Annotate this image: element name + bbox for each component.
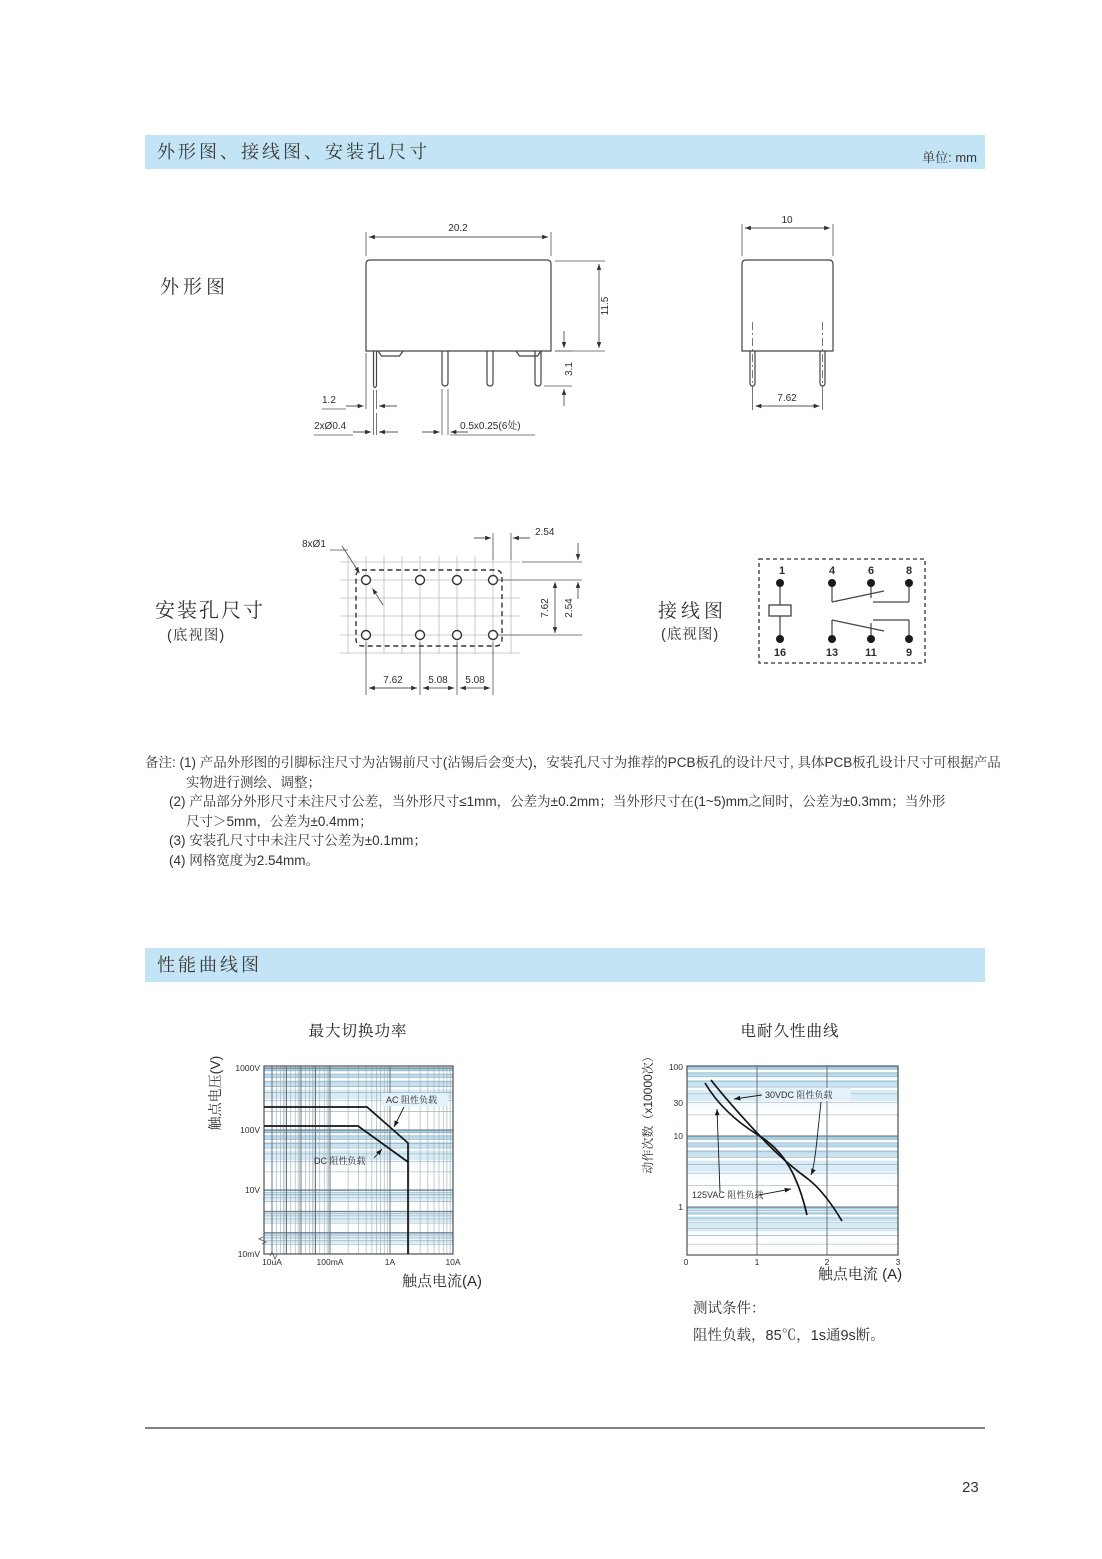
svg-text:9: 9 bbox=[905, 647, 913, 659]
test-conditions bbox=[693, 1296, 885, 1350]
svg-text:7.62: 7.62 bbox=[777, 393, 797, 404]
section-title: 外形图、接线图、安装孔尺寸 bbox=[157, 142, 430, 162]
dim-pin-offset bbox=[322, 353, 397, 409]
test-conditions-detail: 阻性负载，85℃，1s通9s断。 bbox=[693, 1328, 885, 1344]
test-conditions-title: 测试条件： bbox=[693, 1301, 766, 1317]
note-line: (3) 安装孔尺寸中未注尺寸公差为±0.1mm； bbox=[169, 833, 427, 848]
x-axis-title: 触点电流 (A) bbox=[817, 1266, 903, 1283]
svg-text:DC 阻性负载: DC 阻性负载 bbox=[314, 1156, 366, 1166]
wiring-view-label: (底视图) bbox=[661, 627, 720, 643]
y-axis-title: 动作次数（x10000次） bbox=[641, 1050, 655, 1174]
relay-footprint-outline bbox=[356, 570, 502, 646]
svg-text:20.2: 20.2 bbox=[448, 223, 468, 234]
svg-text:8: 8 bbox=[905, 565, 913, 577]
svg-text:7.62: 7.62 bbox=[540, 598, 551, 618]
left-chart-title: 最大切换功率 bbox=[308, 1023, 408, 1040]
electrical-endurance-chart bbox=[625, 1048, 955, 1310]
svg-text:13: 13 bbox=[825, 647, 839, 659]
y-axis-title: 触点电压(V) bbox=[207, 1055, 223, 1131]
outline-label: 外形图 bbox=[160, 277, 230, 298]
svg-text:6: 6 bbox=[867, 565, 875, 577]
svg-text:0: 0 bbox=[683, 1257, 689, 1267]
svg-text:11.5: 11.5 bbox=[600, 296, 611, 316]
svg-text:100: 100 bbox=[668, 1062, 683, 1072]
mounting-holes bbox=[362, 576, 498, 640]
svg-text:10V: 10V bbox=[244, 1185, 260, 1195]
wiring-label: 接线图 bbox=[658, 601, 728, 622]
svg-text:11: 11 bbox=[865, 647, 877, 659]
note-line: 备注: (1) 产品外形图的引脚标注尺寸为沾锡前尺寸(沾锡后会变大)，安装孔尺寸为推荐的PCB板孔的设计尺寸, 具体PCB板孔设计尺寸可根据产品 bbox=[145, 755, 1001, 770]
mounting-view-label: (底视图) bbox=[167, 628, 226, 644]
svg-text:1.2: 1.2 bbox=[322, 395, 336, 406]
svg-text:3: 3 bbox=[895, 1257, 901, 1267]
svg-text:100V: 100V bbox=[240, 1125, 260, 1135]
right-chart-title: 电耐久性曲线 bbox=[740, 1023, 840, 1040]
svg-text:8xØ1: 8xØ1 bbox=[302, 539, 326, 550]
max-switching-power-chart bbox=[190, 1052, 490, 1307]
footer-divider bbox=[145, 1427, 985, 1429]
svg-text:125VAC 阻性负载: 125VAC 阻性负载 bbox=[692, 1190, 764, 1200]
svg-text:30: 30 bbox=[673, 1098, 683, 1108]
svg-text:4: 4 bbox=[828, 565, 836, 577]
svg-text:5.08: 5.08 bbox=[428, 675, 448, 686]
svg-text:2.54: 2.54 bbox=[535, 527, 555, 538]
svg-text:10mV: 10mV bbox=[237, 1249, 260, 1259]
x-axis-title: 触点电流(A) bbox=[402, 1273, 482, 1290]
front-view-drawing bbox=[300, 210, 640, 450]
svg-text:16: 16 bbox=[773, 647, 787, 659]
svg-text:7.62: 7.62 bbox=[383, 675, 403, 686]
svg-text:10: 10 bbox=[781, 215, 793, 226]
dim-bottom-pitches bbox=[366, 642, 493, 695]
dim-side-pin-pitch bbox=[753, 392, 823, 410]
svg-text:AC 阻性负载: AC 阻性负载 bbox=[386, 1095, 438, 1105]
coil-circuit bbox=[769, 583, 791, 639]
relay-body-side bbox=[742, 260, 833, 351]
relay-body-front bbox=[366, 260, 551, 356]
svg-text:5.08: 5.08 bbox=[465, 675, 485, 686]
note-line: (4) 网格宽度为2.54mm。 bbox=[169, 852, 320, 868]
svg-text:2.54: 2.54 bbox=[564, 598, 575, 618]
dim-front-width bbox=[366, 223, 551, 256]
side-view-drawing bbox=[700, 210, 890, 420]
svg-text:100mA: 100mA bbox=[316, 1257, 344, 1267]
unit-label: 单位: mm bbox=[922, 150, 977, 165]
svg-text:0.5x0.25(6处): 0.5x0.25(6处) bbox=[460, 421, 521, 432]
dim-hole-callout bbox=[302, 539, 383, 605]
section-title: 性能曲线图 bbox=[157, 955, 262, 975]
svg-text:2: 2 bbox=[824, 1257, 830, 1267]
page-number: 23 bbox=[962, 1479, 979, 1496]
section-header-curves bbox=[145, 948, 985, 982]
svg-text:2xØ0.4: 2xØ0.4 bbox=[314, 421, 347, 432]
coil-symbol bbox=[769, 605, 791, 616]
wiring-diagram bbox=[750, 553, 935, 671]
dim-flat-pin bbox=[422, 389, 535, 435]
svg-text:3.1: 3.1 bbox=[564, 362, 575, 376]
mounting-hole-drawing bbox=[290, 505, 640, 720]
pin-numbers bbox=[774, 565, 912, 659]
svg-text:1: 1 bbox=[678, 1202, 683, 1212]
section-header-dimensions bbox=[145, 135, 985, 169]
note-line: 实物进行测绘、调整； bbox=[186, 774, 321, 790]
svg-text:1: 1 bbox=[778, 565, 786, 577]
svg-text:10: 10 bbox=[673, 1131, 683, 1141]
pin-dots bbox=[776, 579, 913, 643]
dim-side-width bbox=[742, 215, 833, 256]
svg-text:1000V: 1000V bbox=[235, 1063, 260, 1073]
svg-text:1: 1 bbox=[754, 1257, 760, 1267]
dim-front-height bbox=[555, 261, 611, 351]
svg-text:1A: 1A bbox=[384, 1257, 396, 1267]
mounting-label: 安装孔尺寸 bbox=[155, 600, 265, 622]
relay-pins-side bbox=[750, 322, 825, 392]
note-line: 尺寸＞5mm，公差为±0.4mm； bbox=[186, 813, 373, 829]
svg-text:30VDC 阻性负载: 30VDC 阻性负载 bbox=[765, 1090, 833, 1100]
notes-block bbox=[145, 753, 1001, 870]
contact-circuit bbox=[832, 583, 909, 639]
dim-pin-length bbox=[544, 331, 575, 406]
note-line: (2) 产品部分外形尺寸未注尺寸公差，当外形尺寸≤1mm，公差为±0.2mm；当外形尺寸在(1~5)mm之间时，公差为±0.3mm；当外形 bbox=[169, 794, 946, 809]
dim-top-pitch bbox=[474, 527, 555, 560]
svg-text:10A: 10A bbox=[445, 1257, 461, 1267]
svg-text:10uA: 10uA bbox=[262, 1257, 282, 1267]
